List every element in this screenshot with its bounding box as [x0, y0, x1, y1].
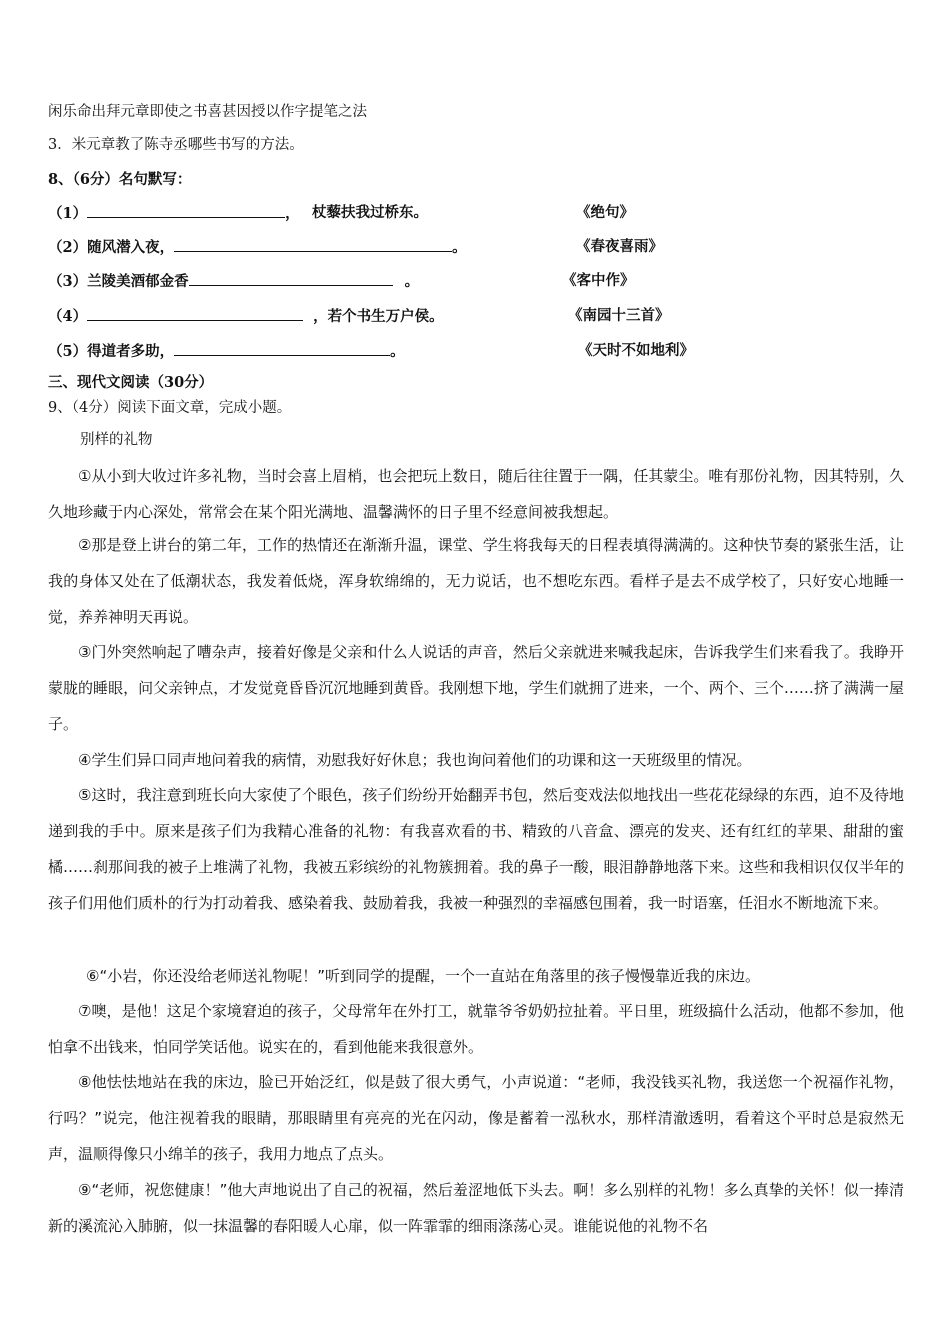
row-number: （3） [48, 273, 88, 290]
row-after: ，若个书生万户侯。 [313, 308, 444, 325]
question-9-heading: 9、（4分）阅读下面文章，完成小题。 [48, 400, 292, 416]
row-before: 随风潜入夜， [87, 239, 175, 256]
answer-blank[interactable] [174, 339, 390, 356]
answer-blank[interactable] [87, 201, 285, 218]
row-number: （5） [48, 343, 88, 360]
recitation-row-3 [48, 269, 748, 293]
row-after: 。 [452, 239, 467, 256]
row-source: 《南园十三首》 [568, 307, 670, 324]
recitation-row-4 [48, 304, 748, 328]
answer-blank[interactable] [87, 304, 303, 321]
row-number: （1） [48, 205, 88, 222]
row-number: （2） [48, 239, 88, 256]
row-before: 兰陵美酒郁金香 [87, 273, 189, 290]
paragraph-3: ③门外突然响起了嘈杂声，接着好像是父亲和什么人说话的声音，然后父亲就进来喊我起床，告诉我学生们来看我了。我睁开蒙胧的睡眼，问父亲钟点，才发觉竟昏昏沉沉地睡到黄昏。我刚想下地，学生们就拥了进来，一个、两个、三个……挤了满满一屋子。 [48, 643, 904, 733]
paragraph-6: ⑥“小岩，你还没给老师送礼物呢！”听到同学的提醒，一个一直站在角落里的孩子慢慢靠近我的床边。 [86, 967, 760, 985]
row-after: 。 [390, 343, 405, 360]
question-3: 3．米元章教了陈寺丞哪些书写的方法。 [48, 137, 304, 153]
row-before: 得道者多助， [87, 343, 175, 360]
paragraph-7: ⑦噢，是他！这足个家境窘迫的孩子，父母常年在外打工，就靠爷爷奶奶拉扯着。平日里，班级搞什么活动，他都不参加，他怕拿不出钱来，怕同学笑话他。说实在的，看到他能来我很意外。 [48, 1002, 904, 1056]
paragraph-9: ⑨“老师，祝您健康！”他大声地说出了自己的祝福，然后羞涩地低下头去。啊！多么别样的礼物！多么真挚的关怀！似一捧清新的溪流沁入肺腑，似一抹温馨的春阳暖人心扉，似一阵霏霏的细雨涤荡心灵。谁能说他的礼物不名 [48, 1181, 904, 1235]
row-source: 《春夜喜雨》 [576, 238, 663, 255]
paragraph-5: ⑤这时，我注意到班长向大家使了个眼色，孩子们纷纷开始翻弄书包，然后变戏法似地找出一些花花绿绿的东西，迫不及待地递到我的手中。原来是孩子们为我精心准备的礼物：有我喜欢看的书、精致的八音盒、漂亮的发夹、还有红红的苹果、甜甜的蜜橘……刹那间我的被子上堆满了礼物，我被五彩缤纷的礼物簇拥着。我的鼻子一酸，眼泪静静地落下来。这些和我相识仅仅半年的孩子们用他们质朴的行为打动着我、感染着我、鼓励着我，我被一种强烈的幸福感包围着，我一时语塞，任泪水不断地流下来。 [48, 786, 904, 912]
recitation-row-2 [48, 235, 748, 259]
answer-blank[interactable] [174, 235, 452, 252]
section-3-title: 三、现代文阅读（30分） [48, 374, 214, 391]
paragraph-2: ②那是登上讲台的第二年，工作的热情还在渐渐升温，课堂、学生将我每天的日程表填得满满的。这种快节奏的紧张生活，让我的身体又处在了低潮状态，我发着低烧，浑身软绵绵的，无力说话，也不想吃东西。看样子是去不成学校了，只好安心地睡一觉，养养神明天再说。 [48, 536, 904, 626]
row-after: ， [285, 205, 300, 222]
row-after: 。 [404, 273, 420, 290]
row-source: 《天时不如地利》 [578, 342, 694, 359]
recitation-row-5 [48, 339, 748, 363]
row-source: 《绝句》 [576, 204, 634, 221]
row-source: 《客中作》 [562, 272, 635, 289]
question-8-heading: 8、（6分）名句默写： [48, 171, 192, 188]
answer-blank[interactable] [189, 269, 393, 286]
paragraph-4: ④学生们异口同声地问着我的病情，劝慰我好好休息；我也询问着他们的功课和这一天班级里的情况。 [78, 751, 752, 769]
paragraph-1: ①从小到大收过许多礼物，当时会喜上眉梢，也会把玩上数日，随后往往置于一隅，任其蒙尘。唯有那份礼物，因其特别，久久地珍藏于内心深处，常常会在某个阳光满地、温馨满怀的日子里不经意间被我想起。 [48, 467, 904, 521]
article-title: 别样的礼物 [80, 432, 153, 448]
recitation-row-1 [48, 201, 748, 225]
row-text: 杖藜扶我过桥东。 [312, 204, 428, 221]
top-line: 闲乐命出拜元章即使之书喜甚因授以作字提笔之法 [48, 104, 367, 120]
paragraph-8: ⑧他怯怯地站在我的床边，脸已开始泛红，似是鼓了很大勇气，小声说道：“老师，我没钱买礼物，我送您一个祝福作礼物，行吗？”说完，他注视着我的眼睛，那眼睛里有亮亮的光在闪动，像是蓄着一泓秋水，那样清澈透明，看着这个平时总是寂然无声，温顺得像只小绵羊的孩子，我用力地点了点头。 [48, 1073, 904, 1163]
row-number: （4） [48, 308, 88, 325]
